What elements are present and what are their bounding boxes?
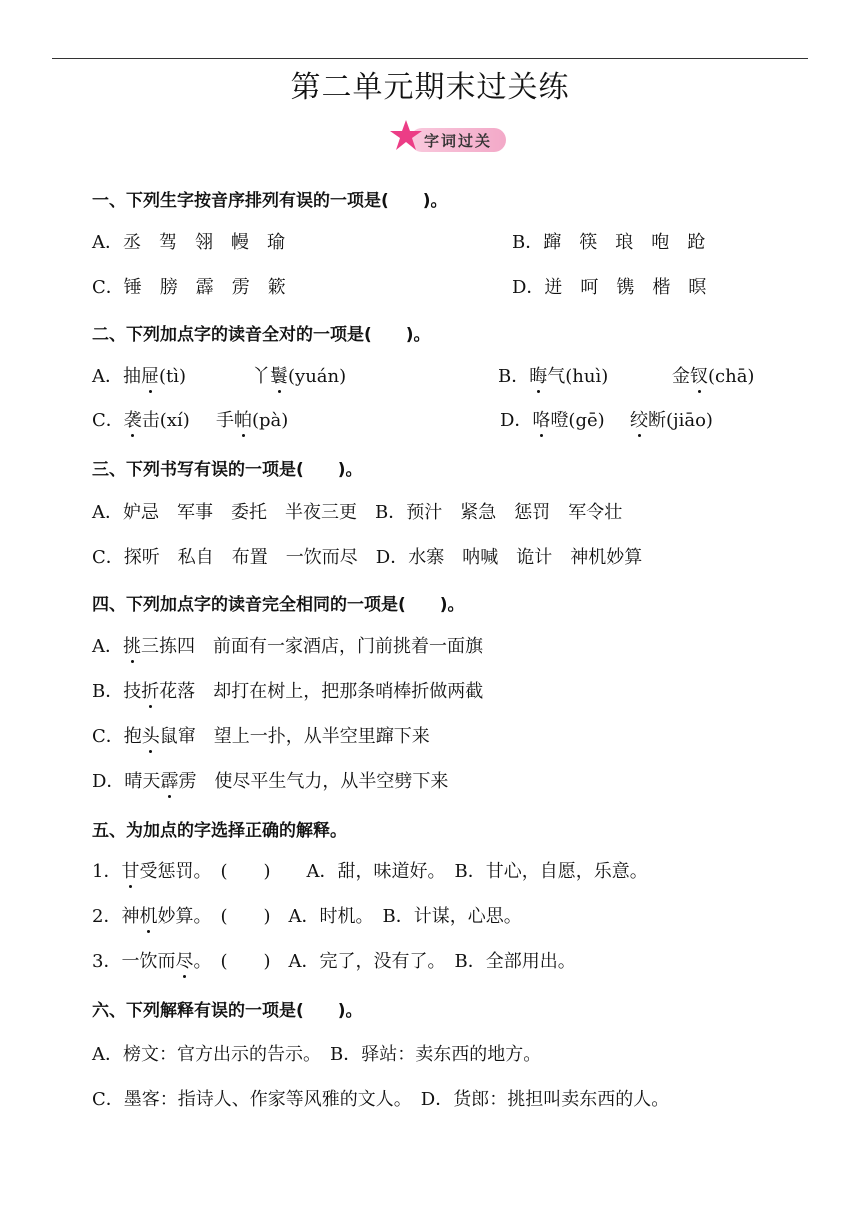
q2-option-a: A．抽屉(tì): [92, 362, 186, 388]
q2-option-c: C．袭击(xí): [92, 406, 190, 432]
q1-option-d: D．迸 呵 镌 楷 暝: [512, 277, 707, 298]
q4-option-b: B．技折花落 却打在树上，把那条哨棒折做两截: [92, 677, 483, 703]
q3-line-2: C．探听 私自 布置 一饮而尽 D．水寨 呐喊 诡计 神机妙算: [92, 547, 643, 568]
section-badge: [388, 118, 514, 156]
q3-line-1: A．妒忌 军事 委托 半夜三更 B．预汁 紧急 惩罚 军令壮: [92, 502, 623, 523]
q2-option-d2: 绞断(jiāo): [630, 406, 713, 432]
q1-option-b: B．蹿 筷 琅 咆 跄: [512, 232, 706, 253]
q2-option-c2: 手帕(pà): [216, 406, 288, 432]
q2-stem: 二、下列加点字的读音全对的一项是( )。: [92, 325, 431, 345]
q2-option-b2: 金钗(chā): [672, 362, 754, 388]
header-rule: [52, 58, 808, 59]
q6-line-2: C．墨客：指诗人、作家等风雅的文人。 D．货郎：挑担叫卖东西的人。: [92, 1089, 670, 1110]
q3-stem: 三、下列书写有误的一项是( )。: [92, 460, 363, 480]
q2-option-b: B．晦气(huì): [498, 362, 608, 388]
q6-line-1: A．榜文：官方出示的告示。 B．驿站：卖东西的地方。: [92, 1044, 542, 1065]
q4-option-a: A．挑三拣四 前面有一家酒店，门前挑着一面旗: [92, 632, 483, 658]
star-icon: [388, 118, 428, 156]
q6-stem: 六、下列解释有误的一项是( )。: [92, 1001, 363, 1021]
q5-item-2: 2．神机妙算。 ( ) A．时机。 B．计谋，心思。: [92, 902, 522, 928]
q1-option-c: C．锤 膀 霹 雳 簌: [92, 277, 286, 298]
q2-option-a2: 丫鬟(yuán): [252, 362, 346, 388]
q5-stem: 五、为加点的字选择正确的解释。: [92, 821, 347, 841]
page-title: 第二单元期末过关练: [290, 70, 570, 105]
q1-option-a: A．丞 驾 翎 幔 瑜: [92, 232, 285, 253]
q4-option-d: D．晴天霹雳 使尽平生气力，从半空劈下来: [92, 767, 448, 793]
q5-item-1: 1．甘受惩罚。 ( ) A．甜，味道好。 B．甘心，自愿，乐意。: [92, 857, 648, 883]
q4-stem: 四、下列加点字的读音完全相同的一项是( )。: [92, 595, 465, 615]
q2-option-d: D．咯噔(gē): [500, 406, 605, 432]
q5-item-3: 3．一饮而尽。 ( ) A．完了，没有了。 B．全部用出。: [92, 947, 576, 973]
badge-label: 字词过关: [424, 132, 493, 150]
q1-stem: 一、下列生字按音序排列有误的一项是( )。: [92, 191, 448, 211]
q4-option-c: C．抱头鼠窜 望上一扑，从半空里蹿下来: [92, 722, 430, 748]
